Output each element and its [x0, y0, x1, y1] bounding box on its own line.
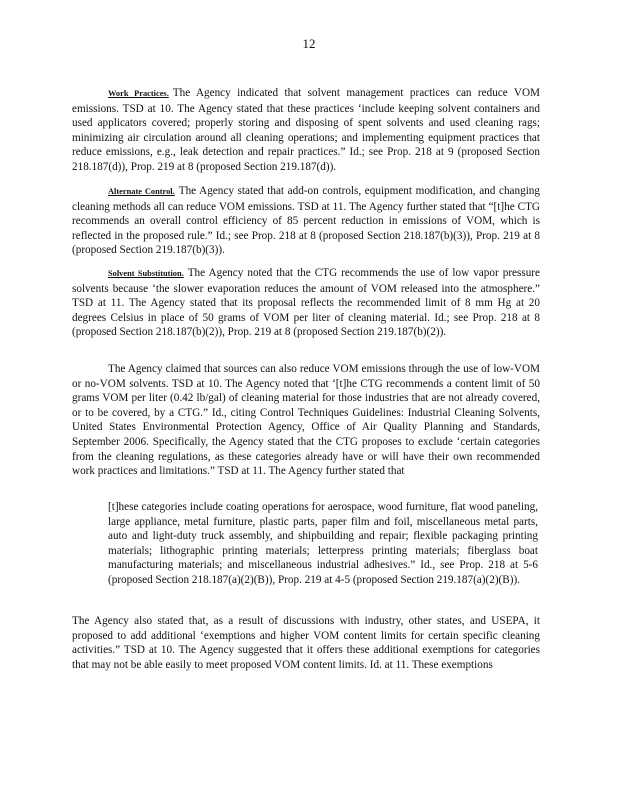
block-quote: [t]hese categories include coating operations for aerospace, wood furniture, flat wood paneling, large appliance, metal furniture, plastic parts, paper film and foil, miscellaneous metal parts, auto and light-duty truck assembly, and shipbuilding and repair; flexible packaging printing materials; lithographic printing materials; letterpress printing materials; fiberglass boat manufacturing materials; and miscellaneous industrial adhesives.” Id., see Prop. 218 at 5-6 (proposed Section 218.187(a)(2)(B)), Prop. 219 at 4-5 (proposed Section 219.187(a)(2)(B)).: [108, 501, 538, 586]
section-body: The Agency stated that add-on controls, equipment modification, and changing cleaning methods all can reduce VOM emissions. TSD at 11. The Agency further stated that “[t]he CTG recommends an overall control efficiency of 85 percent reduction in emissions of VOM, which is reflected in the proposed rule.” Id.; see Prop. 218 at 8 (proposed Section 218.187(b)(3)), Prop. 219 at 8 (proposed Section 219.187(b)(3)).: [72, 185, 540, 257]
section-body: The Agency indicated that solvent management practices can reduce VOM emissions. TSD at 10. The Agency stated that these practices ‘include keeping solvent containers and used applicators covered; properly storing and disposing of spent solvents and used cleaning rags; minimizing air circulation around all cleaning operations; and implementing equipment practices that reduce emissions, e.g., leak detection and repair practices.” Id.; see Prop. 218 at 9 (proposed Section 218.187(d)), Prop. 219 at 8 (proposed Section 219.187(d)).: [72, 87, 540, 173]
section-heading: Solvent Substitution.: [108, 269, 184, 278]
section-heading: Work Practices.: [108, 89, 169, 98]
section-solvent-substitution: [72, 266, 540, 340]
section-heading: Alternate Control.: [108, 187, 175, 196]
section-body: The Agency noted that the CTG recommends the use of low vapor pressure solvents because ‘the slower evaporation reduces the amount of VOM released into the atmosphere.” TSD at 11. The Agency stated that its proposal reflects the recommended limit of 8 mm Hg at 20 degrees Celsius in place of 50 grams of VOM per liter of cleaning material. Id.; see Prop. 218 at 8 (proposed Section 218.187(b)(2)), Prop. 219 at 8 (proposed Section 219.187(b)(2)).: [72, 267, 540, 339]
paragraph-claimed: [72, 362, 540, 479]
paragraph-final: The Agency also stated that, as a result of discussions with industry, other states, and USEPA, it proposed to add additional ‘exemptions and higher VOM content limits for certain specific cleaning activities.” TSD at 10. The Agency suggested that it offers these additional exemptions for categories that may not be able easily to meet proposed VOM content limits. Id. at 11. These exemptions: [72, 615, 540, 671]
page-number: 12: [302, 36, 316, 51]
section-work-practices: [72, 86, 540, 175]
paragraph-text: The Agency claimed that sources can also reduce VOM emissions through the use of low-VOM or no-VOM solvents. TSD at 10. The Agency noted that ‘[t]he CTG recommends a content limit of 50 grams VOM per liter (0.42 lb/gal) of cleaning material for those industries that are not already covered, or to be covered, by a CTG.” Id., citing Control Techniques Guidelines: Industrial Cleaning Solvents, United States Environmental Protection Agency, Office of Air Quality Planning and Standards, September 2006. Specifically, the Agency stated that the CTG proposes to exclude ‘certain categories from the cleaning regulations, as these categories already have or will have their own recommended work practices and limitations.” TSD at 11. The Agency further stated that: [72, 363, 540, 478]
section-alternate-control: [72, 184, 540, 258]
